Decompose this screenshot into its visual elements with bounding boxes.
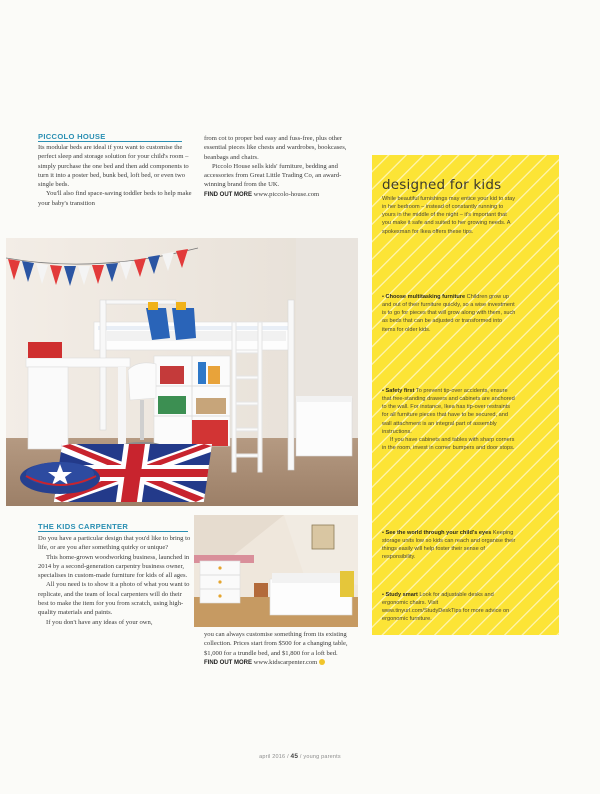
tip-body: Children grow up and out of their furniture quickly, so a wise investment is to go for pieces that will grow along with them, such as beds that can be adjusted or transformed into items for older kids. (382, 294, 516, 333)
piccolo-find-label: FIND OUT MORE (204, 191, 252, 198)
footer-date: april 2016 (259, 754, 286, 760)
piccolo-paragraph-1: Its modular beds are ideal if you want to customise the perfect sleep and storage solution for your child's room – simply purchase the one bed and then add components to turn it into a poster bed, bunk bed, loft bed, or even two single beds. (38, 144, 189, 189)
kids-bedroom-illustration (6, 238, 358, 506)
tip-body: Look for adjustable desks and ergonomic chairs. Visit www.tinyurl.com/StudyDeskTips for more advice on ergonomic furniture. (382, 592, 510, 623)
carpenter-find-out-more (204, 658, 360, 668)
bullet-icon: • (382, 530, 384, 536)
tip-title: See the world through your child's eyes (385, 530, 492, 536)
piccolo-find-out-more (204, 190, 356, 200)
footer-separator-2: / (299, 754, 302, 760)
tip-title: Choose multitasking furniture (385, 294, 466, 300)
footer-separator: / (287, 754, 289, 760)
kids-bedroom-photo (6, 238, 358, 506)
carpenter-column-2 (204, 630, 360, 668)
end-mark-icon (319, 659, 325, 665)
piccolo-paragraph-2: You'll also find space-saving toddler beds to help make your baby's transition (38, 190, 192, 207)
carpenter-column-1 (38, 534, 194, 627)
sidebar-intro (382, 195, 516, 236)
bullet-icon: • (382, 592, 384, 598)
tip-body: Keeping storage units low so kids can reach and organise their things easily will help foster their sense of responsibility. (382, 530, 516, 561)
tip-title: Safety first (385, 388, 415, 394)
tip-study-smart (382, 591, 516, 624)
carpenter-paragraph-3: All you need is to show it a photo of what you want to replicate, and the team of local carpenters will do their best to make the item for you from scratch, using high-quality materials and paints. (38, 581, 190, 617)
tip-safety (382, 387, 516, 452)
sidebar-title: designed for kids (382, 177, 502, 193)
piccolo-heading-rule (38, 141, 182, 142)
carpenter-paragraph-4: If you don't have any ideas of your own, (46, 618, 153, 626)
piccolo-column-1 (38, 143, 196, 208)
piccolo-heading: PICCOLO HOUSE (38, 132, 106, 141)
sidebar-intro-text: While beautiful furnishings may entice your kid to stay in her bedroom – instead of constantly running to yours in the middle of the night – it's important that you make it safe and suited to her growing needs. A spokesman for Ikea offers these tips. (382, 196, 516, 235)
carpenter-heading-rule (38, 531, 188, 532)
page-footer (0, 753, 600, 760)
carpenter-bedroom-illustration (194, 515, 358, 627)
piccolo-column-2 (204, 134, 356, 200)
bullet-icon: • (382, 294, 384, 300)
tip-multitasking (382, 293, 516, 334)
piccolo-url-link[interactable]: www.piccolo-house.com (253, 190, 320, 198)
tip-title: Study smart (385, 592, 418, 598)
carpenter-paragraph-5: you can always customise something from its existing collection. Prices start from $500 for a changing table, $1,000 for a trundle bed, and $1,800 for a loft bed. (204, 631, 348, 657)
carpenter-find-label: FIND OUT MORE (204, 659, 252, 666)
carpenter-paragraph-1: Do you have a particular design that you'd like to bring to life, or are you after something quirky or unique? (38, 535, 191, 552)
piccolo-paragraph-4: Piccolo House sells kids' furniture, bedding and accessories from Great Little Trading Co, an award-winning brand from the UK. (204, 162, 342, 189)
page-number: 45 (290, 753, 299, 760)
carpenter-url-link[interactable]: www.kidscarpenter.com (253, 658, 318, 666)
piccolo-paragraph-3: from cot to proper bed easy and fuss-free, plus other essential pieces like chests and wardrobes, bookcases, beanbags and chairs. (204, 135, 347, 161)
tip-body: To prevent tip-over accidents, ensure that free-standing drawers and cabinets are anchored to the wall. For instance, Ikea has tip-over restraints for all furniture pieces that have to be secured, and wall attachment is an integral part of assembly instructions. (382, 388, 515, 435)
carpenter-paragraph-2: This home-grown woodworking business, launched in 2014 by a second-generation carpentry business owner, specialises in custom-made furniture for kids of all ages. (38, 553, 190, 580)
carpenter-bedroom-photo (194, 515, 358, 627)
designed-for-kids-sidebar (372, 155, 559, 635)
tip-childs-eyes (382, 529, 516, 562)
carpenter-heading: THE KIDS CARPENTER (38, 522, 129, 531)
tip-extra: If you have cabinets and tables with sharp corners in the room, invest in corner bumpers and door stops. (382, 436, 515, 452)
magazine-name: young parents (303, 754, 341, 760)
bullet-icon: • (382, 388, 384, 394)
